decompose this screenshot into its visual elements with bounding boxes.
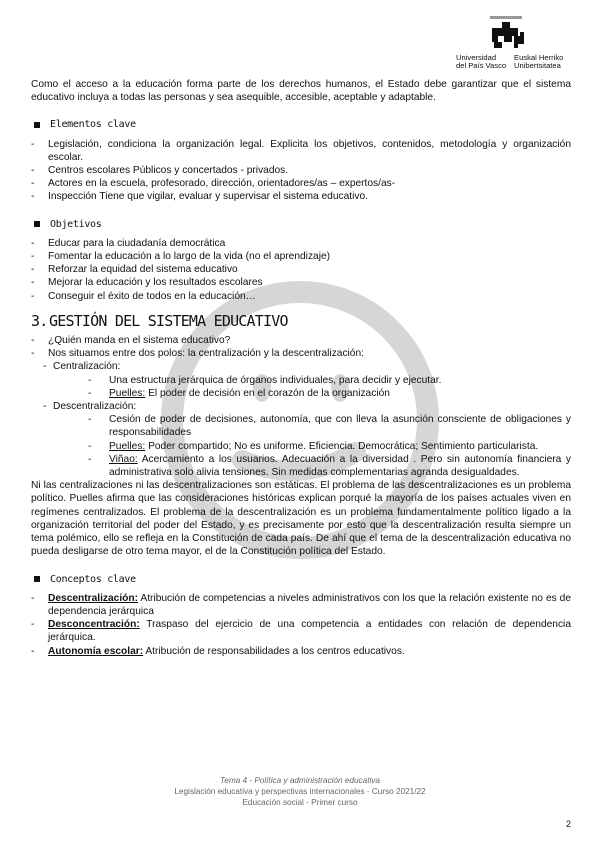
concept-definition: Atribución de competencias a niveles administrativos con los que la relación existente no es de dependencia jerárquica [48,592,571,617]
concept-term: Desconcentración: [48,619,140,631]
section-3-heading [31,311,571,330]
concept-definition: Atribución de responsabilidades a los centros educativos. [143,645,405,657]
objetivos-list [31,237,571,303]
list-item: - Nos situamos entre dos polos: la centralización y la descentralización: [31,347,571,360]
list-item: - Actores en la escuela, profesorado, dirección, orientadores/as – expertos/as- [31,177,571,190]
square-bullet-icon [34,221,40,227]
list-item [31,592,571,618]
section-3-title: GESTIÓN DEL SISTEMA EDUCATIVO [49,311,288,330]
list-item: - Educar para la ciudadanía democrática [31,237,571,250]
square-bullet-icon [34,122,40,128]
list-item: - Fomentar la educación a lo largo de la vida (no el aprendizaje) [31,250,571,263]
list-item [31,645,571,658]
conceptos-heading [31,573,571,586]
centralizacion-item-2 [31,387,571,400]
elementos-list [31,138,571,204]
conceptos-title: Conceptos clave [50,573,136,585]
author-vinao: Viñao: [109,453,138,465]
conceptos-list [31,592,571,658]
list-item: - Inspección Tiene que vigilar, evaluar y supervisar el sistema educativo. [31,190,571,203]
centralizacion-item-2-text: El poder de decisión en el corazón de la organización [145,387,390,399]
university-logo [448,14,578,70]
logo-text-left-2: del País Vasco [456,61,507,71]
footer-course: Legislación educativa y perspectivas internacionales - Curso 2021/22 [174,787,426,796]
list-item: - Conseguir el éxito de todos en la educación… [31,290,571,303]
objetivos-heading [31,218,571,231]
list-item: - Legislación, condiciona la organización legal. Explicita los objetivos, contenidos, metodología y organización escolar. [31,138,571,164]
list-item: - Mejorar la educación y los resultados escolares [31,276,571,289]
concept-term: Autonomía escolar: [48,645,144,657]
logo-text-right-1: Euskal Herriko [514,53,564,62]
elementos-title: Elementos clave [50,119,136,131]
footer-topic: Tema 4 - Política y administración educativa [220,776,380,785]
section-3-number: 3. [31,311,48,330]
page-number: 2 [566,819,572,829]
footer-program: Educación social - Primer curso [242,798,358,807]
list-item: - Centros escolares Públicos y concertados - privados. [31,164,571,177]
intro-paragraph: Como el acceso a la educación forma parte de los derechos humanos, el Estado debe garantizar que el sistema educativo incluya a todas las personas y sea asequible, accesible, aceptable y adaptable. [31,79,571,104]
logo-text-right-2: Unibertsitatea [514,61,561,71]
descentralizacion-item-1: - Cesión de poder de decisiones, autonomía, que con lleva la asunción consciente de obligaciones y responsabilidades [31,413,571,439]
list-item: - ¿Quién manda en el sistema educativo? [31,334,571,347]
descentralizacion-item-2 [31,440,571,453]
section-3-list [31,334,571,360]
objetivos-title: Objetivos [50,218,102,230]
section-3-paragraph: Ni las centralizaciones ni las descentralizaciones son estáticas. El problema de las descentralizaciones es un problema político. Puelles afirma que las consideraciones históricas explican porqué la mayoría de los países actuales viven en regímenes centralizados. El problema de la descentralización es un problema fundamentalmente político ligado a la organización territorial del poder del Estado, y es precisamente por esto que la descentralización resulta siempre un tema polémico, ello se refleja en la Constitución de cada país. De ahí que el tema de la descentralización educativa no pueda desligarse de otro tema mayor, el de la Constitución política del Estado. [31,480,571,558]
elementos-heading [31,118,571,131]
concept-term: Descentralización: [48,592,139,604]
author-puelles: Puelles: [109,440,146,452]
descentralizacion-label: - Descentralización: [31,400,571,413]
page-footer [0,775,600,808]
centralizacion-label: - Centralización: [31,360,571,373]
descentralizacion-item-3 [31,453,571,479]
descentralizacion-item-2-text: Poder compartido; No es uniforme. Eficiencia. Democrática; Sentimiento particularista. [145,440,539,452]
centralizacion-item-1: - Una estructura jerárquica de órganos individuales, para decidir y ejecutar. [31,374,571,387]
list-item: - Reforzar la equidad del sistema educativo [31,263,571,276]
list-item [31,618,571,644]
author-puelles: Puelles: [109,387,146,399]
page-content [31,78,571,658]
concept-definition: Traspaso del ejercicio de una competencia a entidades con relación de dependencia jerárquica. [48,619,571,644]
descentralizacion-item-3-text: Acercamiento a los usuarios. Adecuación a la diversidad . Pero sin autonomía financiera y administrativa solo alivia tensiones. Sin medidas complementarias agranda desigualdades. [109,453,571,479]
square-bullet-icon [34,576,40,582]
logo-text-left-1: Universidad [456,53,497,62]
